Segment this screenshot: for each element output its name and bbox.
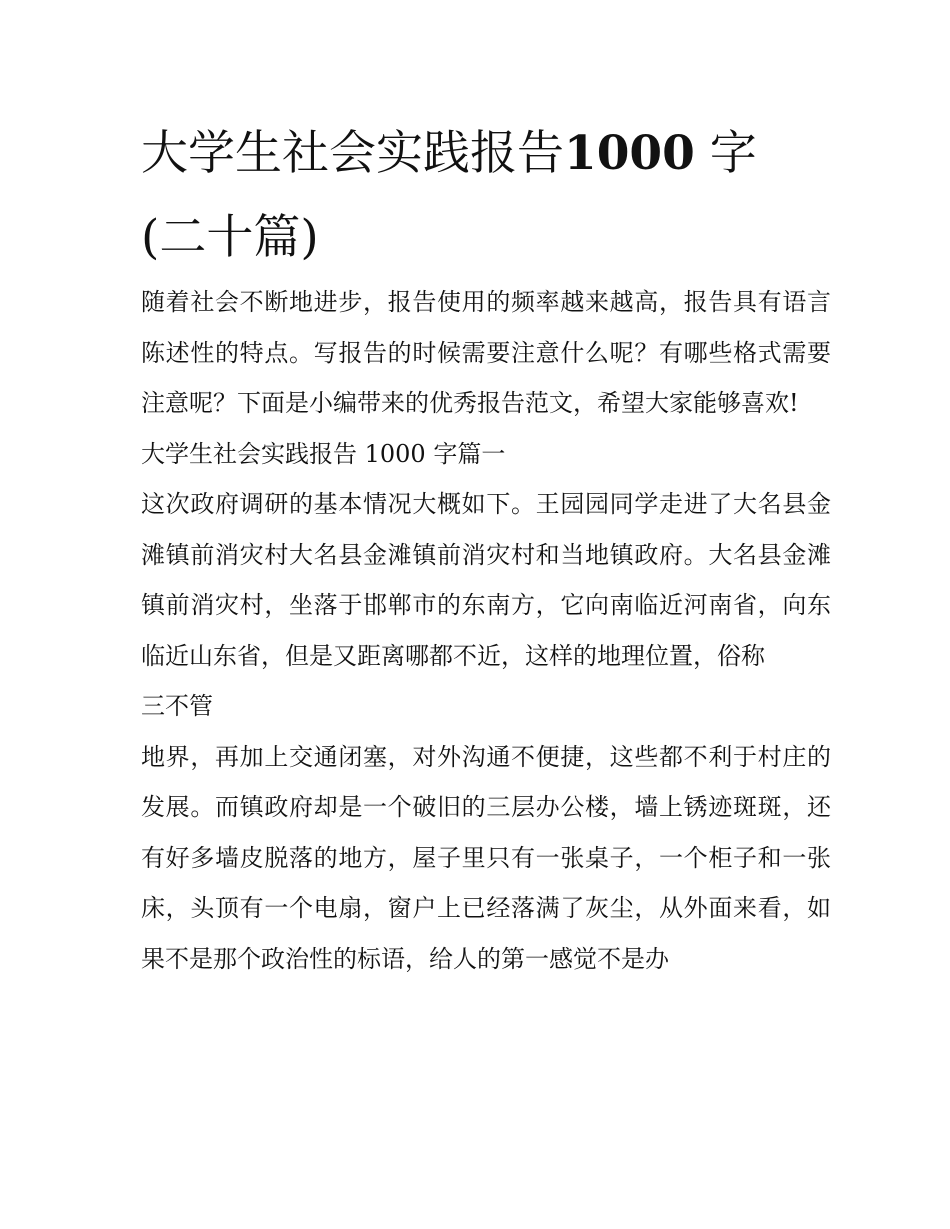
- quoted-term: 三不管: [141, 692, 213, 720]
- title-prefix: 大学生社会实践报告: [141, 126, 564, 181]
- document-body: [141, 277, 831, 984]
- document-title: [141, 112, 821, 280]
- intro-paragraph: 随着社会不断地进步，报告使用的频率越来越高，报告具有语言陈述性的特点。写报告的时候需要注意什么呢？有哪些格式需要注意呢？下面是小编带来的优秀报告范文，希望大家能够喜欢!: [141, 288, 831, 417]
- title-number: 1000: [564, 126, 695, 181]
- title-line-2: (二十篇): [141, 210, 319, 265]
- body-paragraph-1: 这次政府调研的基本情况大概如下。王园园同学走进了大名县金滩镇前消灾村大名县金滩镇前消灾村和当地镇政府。大名县金滩镇前消灾村，坐落于邯郸市的东南方，它向南临近河南省，向东临近山东省，但是又距离哪都不近，这样的地理位置，俗称: [141, 490, 831, 670]
- title-suffix: 字: [694, 126, 757, 181]
- section-heading: 大学生社会实践报告 1000 字篇一: [141, 439, 506, 468]
- body-paragraph-2: 地界，再加上交通闭塞，对外沟通不便捷，这些都不利于村庄的发展。而镇政府却是一个破旧的三层办公楼，墙上锈迹斑斑，还有好多墙皮脱落的地方，屋子里只有一张桌子，一个柜子和一张床，头顶有一个电扇，窗户上已经落满了灰尘，从外面来看，如果不是那个政治性的标语，给人的第一感觉不是办: [141, 742, 831, 973]
